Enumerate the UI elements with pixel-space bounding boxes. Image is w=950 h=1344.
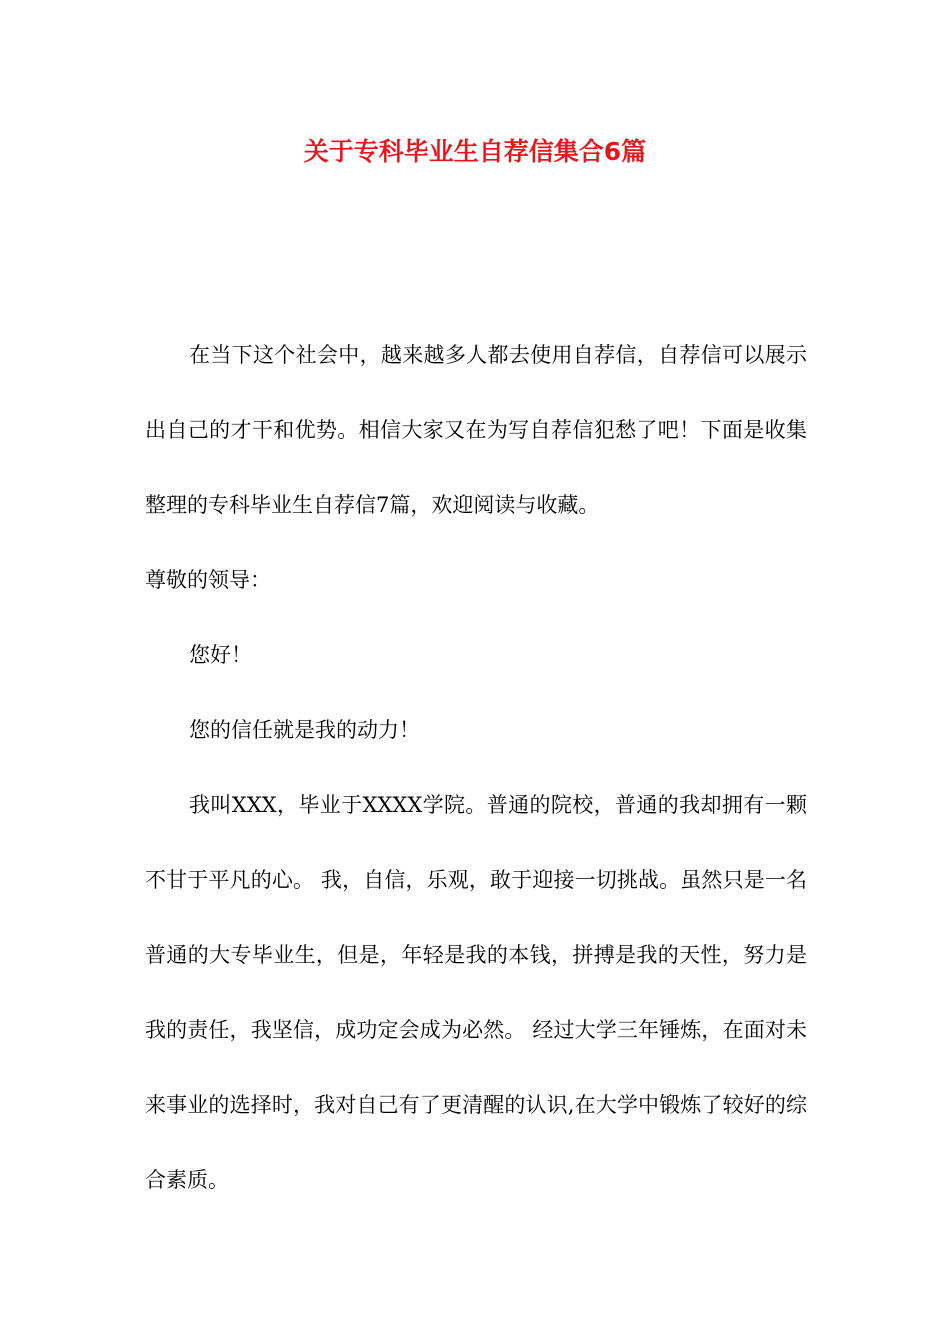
greeting: 您好！ bbox=[189, 643, 252, 667]
intro-paragraph: 在当下这个社会中，越来越多人都去使用自荐信，自荐信可以展示出自己的才干和优势。相信大家又在为写自荐信犯愁了吧！下面是收集整理的专科毕业生自荐信7篇，欢迎阅读与收藏。 bbox=[145, 343, 807, 517]
self-introduction-paragraph: 我叫XXX，毕业于XXXX学院。普通的院校，普通的我却拥有一颗不甘于平凡的心。 我，自信，乐观，敢于迎接一切挑战。虽然只是一名普通的大专毕业生，但是，年轻是我的本钱，拼搏是我的天性，努力是我的责任，我坚信，成功定会成为必然。 经过大学三年锤炼，在面对未来事业的选择时，我对自己有了更清醒的认识,在大学中锻炼了较好的综合素质。 bbox=[145, 793, 807, 1192]
document-body bbox=[145, 318, 807, 1218]
trust-paragraph: 您的信任就是我的动力！ bbox=[189, 718, 420, 742]
document-title: 关于专科毕业生自荐信集合6篇 bbox=[303, 137, 647, 166]
salutation: 尊敬的领导： bbox=[145, 568, 271, 592]
